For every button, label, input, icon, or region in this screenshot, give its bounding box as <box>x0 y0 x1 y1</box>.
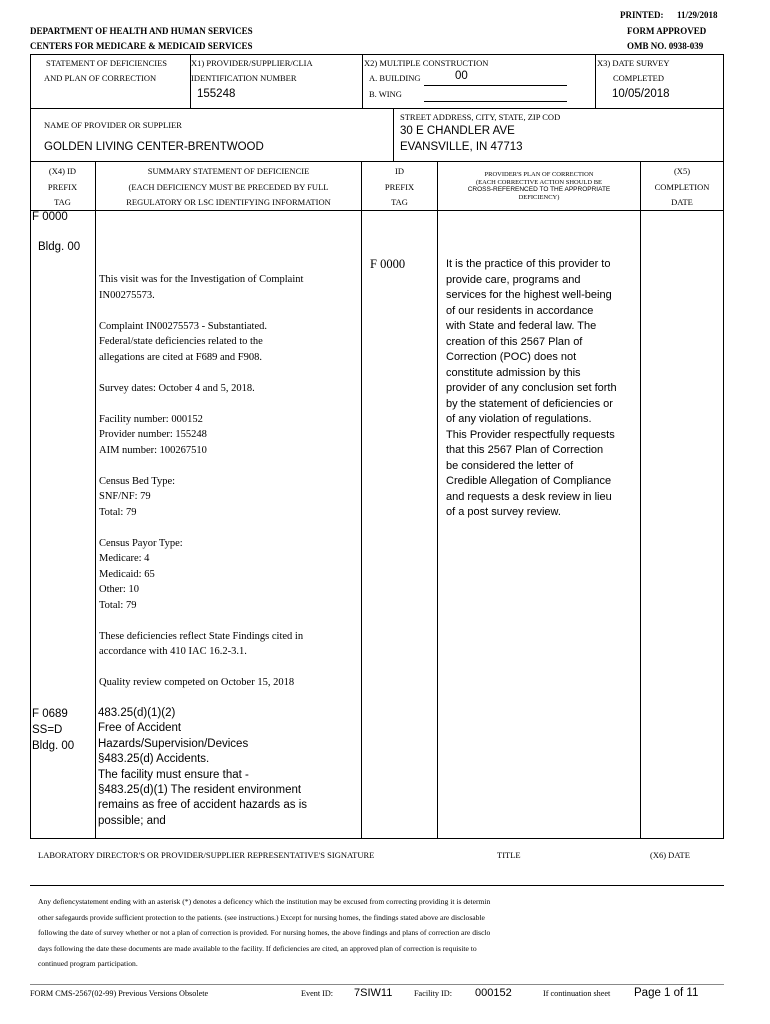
x5-heading-3: DATE <box>671 197 693 207</box>
summary-line <box>99 458 303 474</box>
prefix-bldg: Bldg. 00 <box>38 241 81 253</box>
summary-heading-1: SUMMARY STATEMENT OF DEFICIENCIE <box>147 166 310 176</box>
x5-heading-2: COMPLETION <box>654 182 710 192</box>
id-heading-3: TAG <box>391 197 408 207</box>
summary-line: Other: 10 <box>99 584 139 595</box>
title-label: TITLE <box>497 850 521 860</box>
summary-line: Medicaid: 65 <box>99 568 155 580</box>
summary-line <box>99 660 303 676</box>
summary-line: IN00275573. <box>99 289 155 301</box>
summary-line: SNF/NF: 79 <box>99 491 151 502</box>
disclaimer-line: continued program participation. <box>38 959 138 969</box>
signature-label: LABORATORY DIRECTOR'S OR PROVIDER/SUPPLIER REPRESENTATIVE'S SIGNATURE <box>38 850 375 860</box>
rule-after-colheads <box>30 210 724 211</box>
summary-line: Census Payor Type: <box>99 537 183 549</box>
plan-line: provide care, programs and <box>446 273 581 286</box>
street-address-line1: 30 E CHANDLER AVE <box>400 125 515 137</box>
disclaimer-line: Any defiencystatement ending with an asterisk (*) denotes a deficency which the institution may be excused from correcting providing it is determin <box>38 897 491 906</box>
f0689-statement <box>98 706 307 829</box>
x2-label: X2) MULTIPLE CONSTRUCTION <box>364 58 489 68</box>
printed-date: 11/29/2018 <box>677 10 718 20</box>
disclaimer <box>38 894 490 972</box>
plan-heading-3: CROSS-REFERENCED TO THE APPROPRIATE <box>467 186 611 193</box>
x5-heading-1: (X5) <box>673 166 691 176</box>
summary-line: This visit was for the Investigation of Complaint <box>99 274 304 285</box>
f0689-line: §483.25(d) Accidents. <box>98 753 210 766</box>
plan-line: of our residents in accordance <box>446 304 594 317</box>
x4-heading-3: TAG <box>54 197 71 207</box>
x3-label: X3) DATE SURVEY <box>597 58 670 68</box>
provider-id-value: 155248 <box>197 88 236 100</box>
prefix-tag-f0000: F 0000 <box>32 211 68 223</box>
plan-line: creation of this 2567 Plan of <box>446 335 583 348</box>
building-value: 00 <box>455 70 468 82</box>
f0689-line: 483.25(d)(1)(2) <box>98 707 176 719</box>
summary-line: Census Bed Type: <box>99 475 176 487</box>
rule-footer <box>30 984 724 985</box>
summary-line <box>99 303 303 319</box>
department-name: DEPARTMENT OF HEALTH AND HUMAN SERVICES <box>30 26 253 36</box>
summary-line: These deficiencies reflect State Findings cited in <box>99 630 304 642</box>
plan-line: constitute admission by this <box>446 366 581 379</box>
summary-line: AIM number: 100267510 <box>99 444 207 456</box>
plan-line: Correction (POC) does not <box>446 351 577 363</box>
disclaimer-line: days following the date these documents are made available to the facility. If deficiencies are cited, an approved plan of correction is requisite to <box>38 943 477 953</box>
plan-line: This Provider respectfully requests <box>446 428 615 441</box>
plan-line: Credible Allegation of Compliance <box>446 475 612 487</box>
summary-heading-3: REGULATORY OR LSC IDENTIFYING INFORMATION <box>126 197 331 207</box>
summary-line: Quality review competed on October 15, 2018 <box>99 677 295 688</box>
f0689-line: Free of Accident <box>98 722 182 735</box>
rule-table-bottom <box>30 838 724 839</box>
form-approved: FORM APPROVED <box>627 26 707 36</box>
plan-line: of a post survey review. <box>446 506 561 518</box>
f0689-line: §483.25(d)(1) The resident environment <box>98 784 302 797</box>
plan-line: that this 2567 Plan of Correction <box>446 444 604 456</box>
id-tag-f0000: F 0000 <box>370 257 406 271</box>
f0689-line: The facility must ensure that - <box>98 768 249 781</box>
f0689-tag-line: SS=D <box>32 724 63 736</box>
rule-top <box>30 54 724 55</box>
summary-line <box>99 520 303 536</box>
date-label: (X6) DATE <box>650 850 690 860</box>
rule-x3-left <box>595 54 596 108</box>
summary-line: Provider number: 155248 <box>99 429 207 440</box>
survey-completed-date: 10/05/2018 <box>612 88 670 100</box>
plan-line: of any violation of regulations. <box>446 413 592 425</box>
plan-line: and requests a desk review in lieu <box>446 490 612 503</box>
f0689-line: Hazards/Supervision/Devices <box>98 737 249 750</box>
cms-name: CENTERS FOR MEDICARE & MEDICAID SERVICES <box>30 41 253 51</box>
printed-label: PRINTED: <box>620 10 664 20</box>
street-address-line2: EVANSVILLE, IN 47713 <box>400 141 523 153</box>
summary-line: Complaint IN00275573 - Substantiated. <box>99 320 267 332</box>
plan-line: by the statement of deficiencies or <box>446 397 613 410</box>
rule-col-d <box>640 161 641 838</box>
plan-heading <box>438 171 640 201</box>
x4-heading-1: (X4) ID <box>48 166 77 176</box>
f0689-line: remains as free of accident hazards as is <box>98 799 308 812</box>
rule-after-provider <box>30 161 724 162</box>
disclaimer-line: following the date of survey whether or not a plan of correction is provided. For nursing homes, the above findings and plans of correction are disclo <box>38 928 491 938</box>
rule-col-a <box>95 161 96 838</box>
facility-id-label: Facility ID: <box>414 989 452 998</box>
plan-line: It is the practice of this provider to <box>446 258 611 270</box>
plan-heading-2: (EACH CORRECTIVE ACTION SHOULD BE <box>475 178 603 186</box>
summary-line: Medicare: 4 <box>99 553 150 564</box>
event-id-value: 7SIW11 <box>354 987 393 999</box>
summary-line <box>99 613 303 629</box>
x1-label: X1) PROVIDER/SUPPLIER/CLIA <box>191 58 313 68</box>
building-underline <box>424 85 567 86</box>
plan-line: with State and federal law. The <box>446 320 597 332</box>
plan-line: be considered the letter of <box>446 459 574 472</box>
plan-line: services for the highest well-being <box>446 289 612 301</box>
wing-underline <box>424 101 567 102</box>
street-address-label: STREET ADDRESS, CITY, STATE, ZIP COD <box>400 112 561 122</box>
facility-id-value: 000152 <box>475 987 512 999</box>
plan-line: provider of any conclusion set forth <box>446 382 617 394</box>
f0689-prefix-tag <box>32 706 74 754</box>
plan-heading-1: PROVIDER'S PLAN OF CORRECTION <box>484 171 594 178</box>
f0689-tag-line: F 0689 <box>32 708 68 720</box>
rule-after-ids <box>30 108 724 109</box>
summary-line: Federal/state deficiencies related to the <box>99 336 263 347</box>
id-heading-2: PREFIX <box>384 182 415 192</box>
f0689-line: possible; and <box>98 814 166 827</box>
plan-heading-4: DEFICIENCY) <box>518 193 560 201</box>
wing-label: B. WING <box>369 89 402 99</box>
provider-name-value: GOLDEN LIVING CENTER-BRENTWOOD <box>44 141 264 153</box>
x3-label-2: COMPLETED <box>613 73 664 83</box>
disclaimer-line: other safegaurds provide sufficient protection to the patients. (see instructions.) Except for nursing homes, the findings stated above are disclosable <box>38 912 485 922</box>
summary-line <box>99 396 303 412</box>
building-label: A. BUILDING <box>369 73 421 83</box>
f0689-tag-line: Bldg. 00 <box>32 740 75 752</box>
summary-line: Survey dates: October 4 and 5, 2018. <box>99 382 255 394</box>
omb-number: OMB NO. 0938-039 <box>627 41 704 51</box>
summary-line: Total: 79 <box>99 506 137 518</box>
id-heading-1: ID <box>395 166 404 176</box>
x1-label-2: IDENTIFICATION NUMBER <box>191 73 297 83</box>
rule-signature-bottom <box>30 885 724 886</box>
summary-line: Total: 79 <box>99 599 137 611</box>
summary-line: accordance with 410 IAC 16.2-3.1. <box>99 646 247 657</box>
rule-address-left <box>393 108 394 161</box>
summary-line: Facility number: 000152 <box>99 413 203 425</box>
summary-statement <box>99 272 303 691</box>
plan-of-correction <box>446 257 617 521</box>
rule-col-c <box>437 161 438 838</box>
statement-label-1: STATEMENT OF DEFICIENCIES <box>46 58 168 68</box>
summary-heading-2: (EACH DEFICIENCY MUST BE PRECEDED BY FULL <box>128 182 329 192</box>
rule-x2-left <box>362 54 363 108</box>
statement-label-2: AND PLAN OF CORRECTION <box>44 73 157 83</box>
summary-line: allegations are cited at F689 and F908. <box>99 351 263 363</box>
summary-line <box>99 365 303 381</box>
rule-col-b <box>361 161 362 838</box>
page-number: Page 1 of 11 <box>634 987 699 999</box>
form-number: FORM CMS-2567(02-99) Previous Versions Obsolete <box>30 989 209 998</box>
rule-right <box>723 54 724 838</box>
continuation-label: If continuation sheet <box>543 989 611 998</box>
provider-name-label: NAME OF PROVIDER OR SUPPLIER <box>44 120 182 130</box>
x4-heading-2: PREFIX <box>47 182 78 192</box>
event-id-label: Event ID: <box>301 989 334 998</box>
